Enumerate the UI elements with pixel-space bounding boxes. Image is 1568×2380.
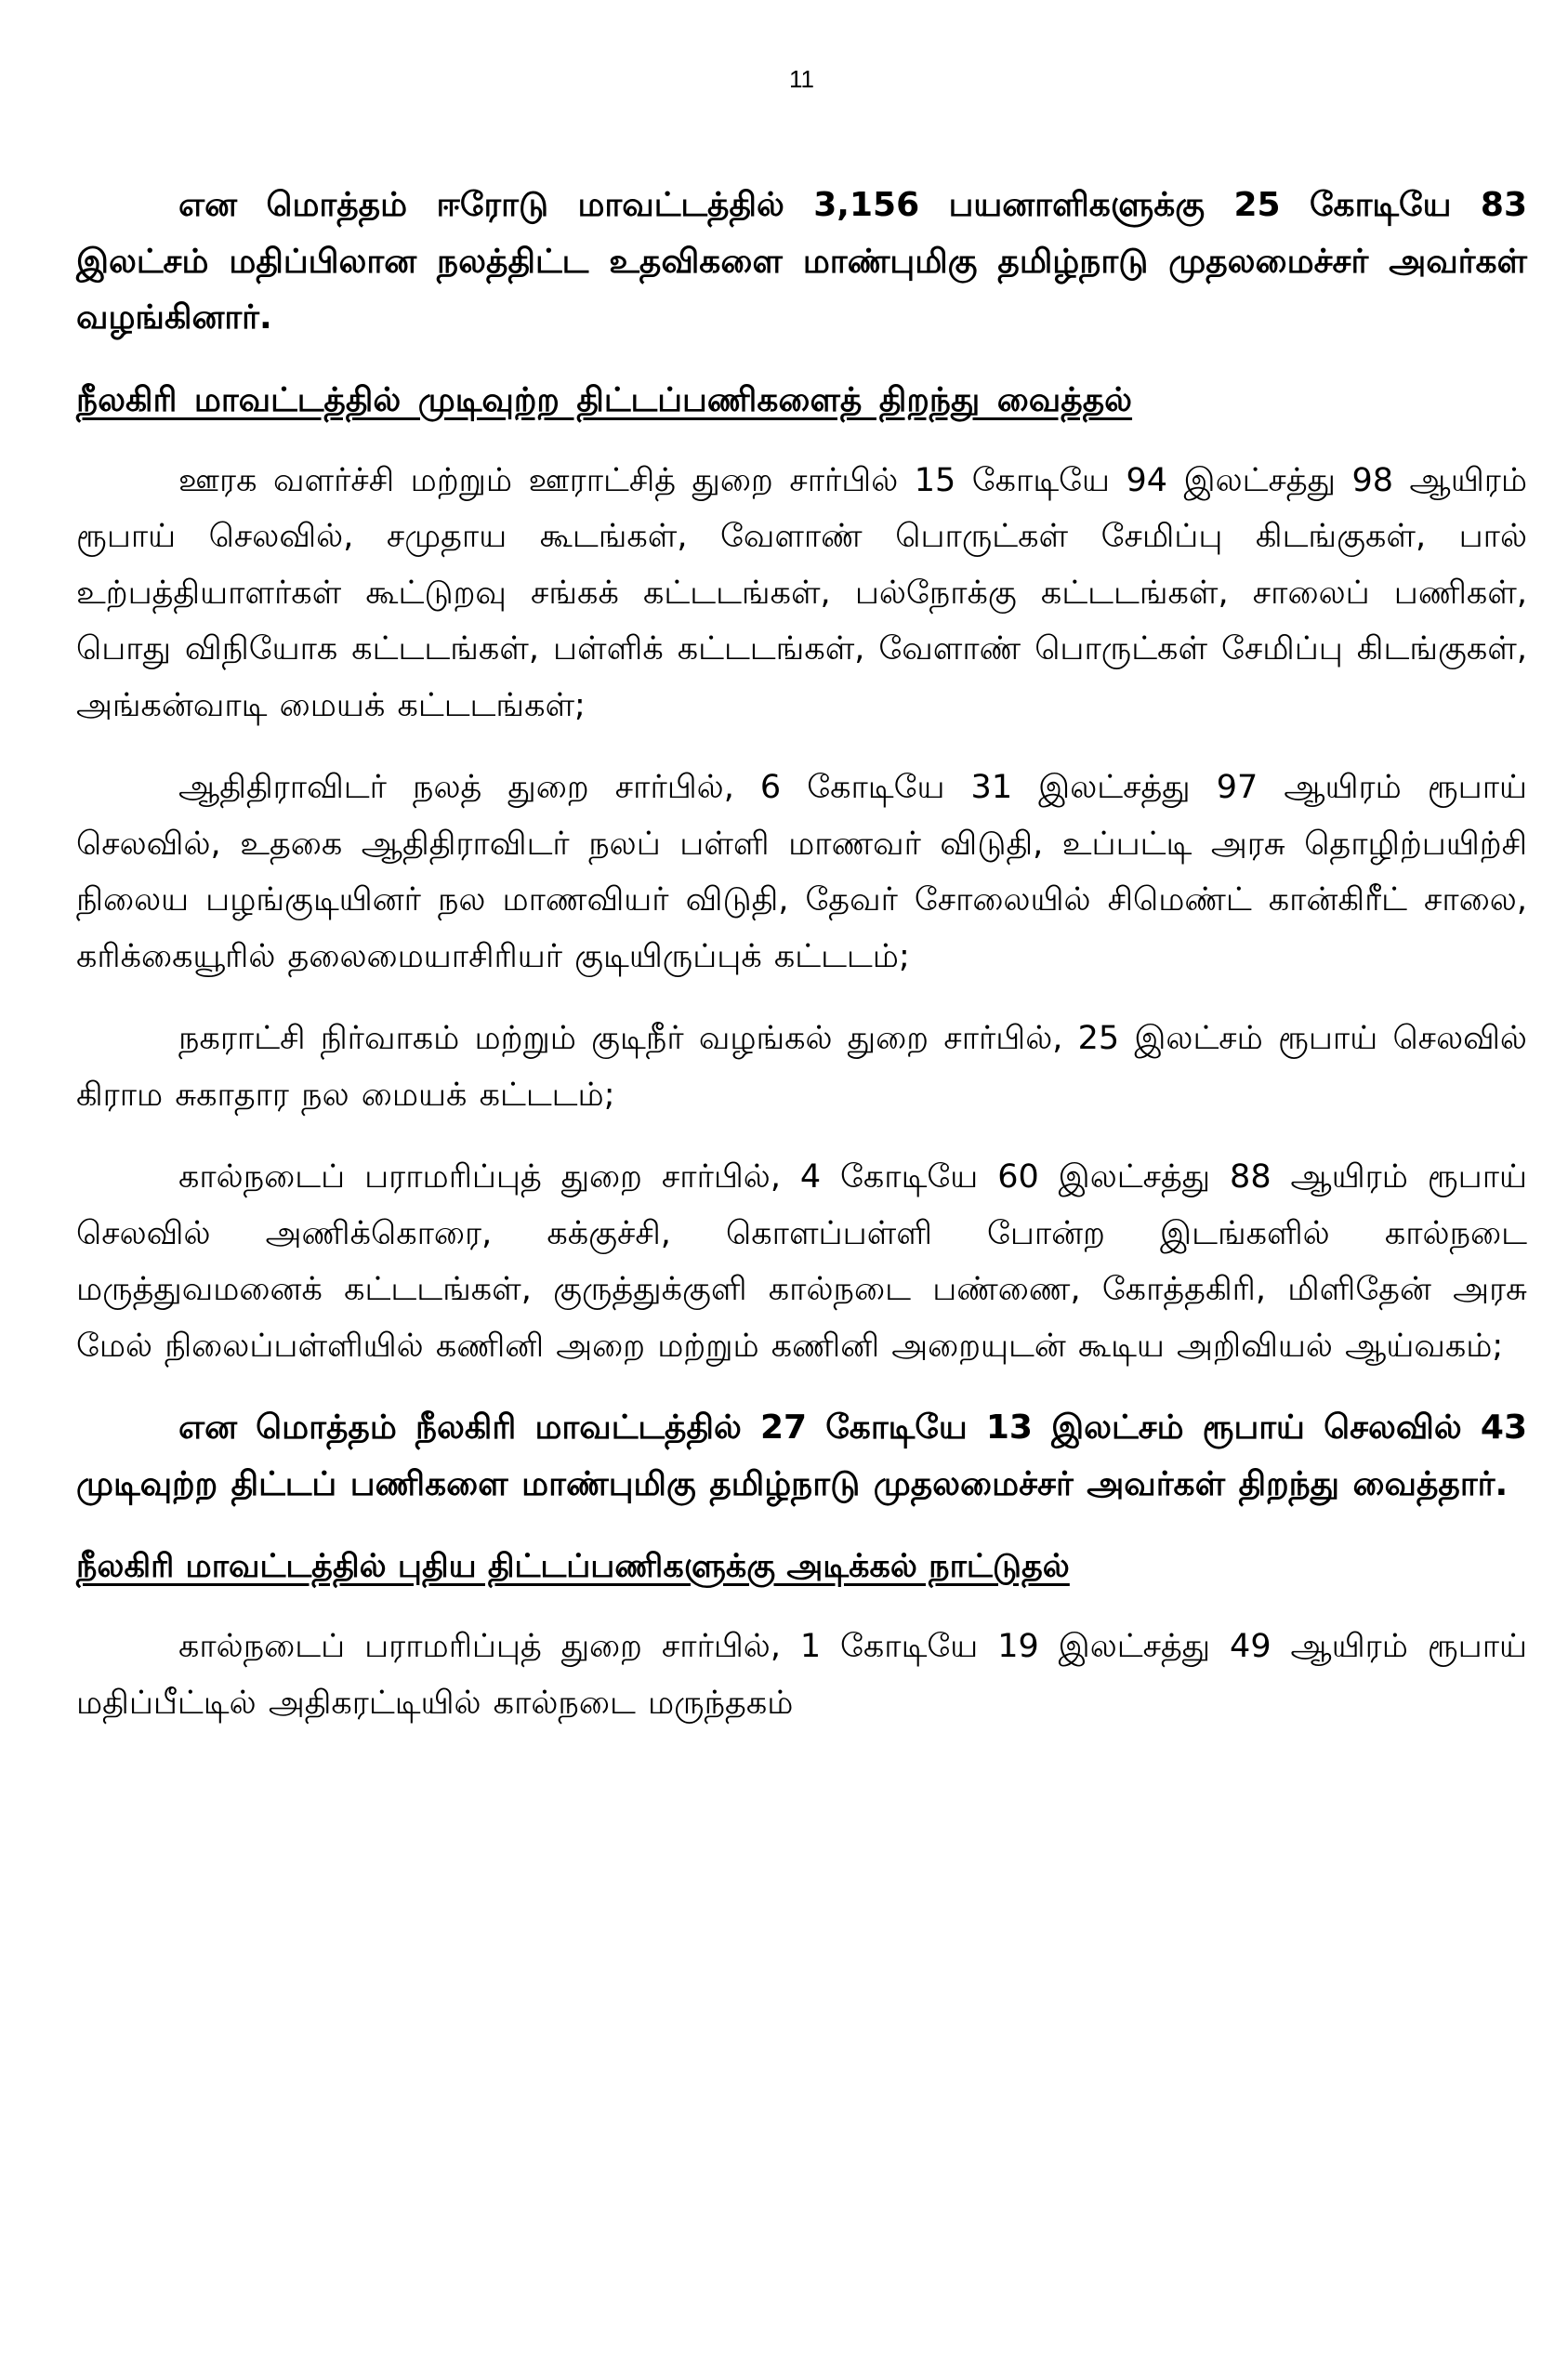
- nilgiris-total-paragraph: என மொத்தம் நீலகிரி மாவட்டத்தில் 27 கோடியே 13 இலட்சம் ரூபாய் செலவில் 43 முடிவுற்ற திட்டப் பணிகளை மாண்புமிகு தமிழ்நாடு முதலமைச்சர் அவர்கள் திறந்து வைத்தார்.: [76, 1408, 1527, 1503]
- section-heading-completed-projects: நீலகிரி மாவட்டத்தில் முடிவுற்ற திட்டப்பணிகளைத் திறந்து வைத்தல்: [76, 380, 1133, 419]
- page-number: 11: [789, 65, 814, 93]
- municipal-administration-paragraph: நகராட்சி நிர்வாகம் மற்றும் குடிநீர் வழங்கல் துறை சார்பில், 25 இலட்சம் ரூபாய் செலவில் கிராம சுகாதார நல மையக் கட்டடம்;: [76, 1020, 1527, 1114]
- new-animal-husbandry-paragraph: கால்நடைப் பராமரிப்புத் துறை சார்பில், 1 கோடியே 19 இலட்சத்து 49 ஆயிரம் ரூபாய் மதிப்பீட்டில் அதிகரட்டியில் கால்நடை மருந்தகம்: [76, 1628, 1527, 1722]
- erode-total-paragraph: என மொத்தம் ஈரோடு மாவட்டத்தில் 3,156 பயனாளிகளுக்கு 25 கோடியே 83 இலட்சம் மதிப்பிலான நலத்திட்ட உதவிகளை மாண்புமிகு தமிழ்நாடு முதலமைச்சர் அவர்கள் வழங்கினார்.: [76, 186, 1527, 337]
- rural-development-paragraph: ஊரக வளர்ச்சி மற்றும் ஊராட்சித் துறை சார்பில் 15 கோடியே 94 இலட்சத்து 98 ஆயிரம் ரூபாய் செலவில், சமுதாய கூடங்கள், வேளாண் பொருட்கள் சேமிப்பு கிடங்குகள், பால் உற்பத்தியாளர்கள் கூட்டுறவு சங்கக் கட்டடங்கள், பல்நோக்கு கட்டடங்கள், சாலைப் பணிகள், பொது விநியோக கட்டடங்கள், பள்ளிக் கட்டடங்கள், வேளாண் பொருட்கள் சேமிப்பு கிடங்குகள், அங்கன்வாடி மையக் கட்டடங்கள்;: [76, 461, 1527, 724]
- animal-husbandry-paragraph: கால்நடைப் பராமரிப்புத் துறை சார்பில், 4 கோடியே 60 இலட்சத்து 88 ஆயிரம் ரூபாய் செலவில் அணிக்கொரை, கக்குச்சி, கொளப்பள்ளி போன்ற இடங்களில் கால்நடை மருத்துவமனைக் கட்டடங்கள், குருத்துக்குளி கால்நடை பண்ணை, கோத்தகிரி, மிளிதேன் அரசு மேல் நிலைப்பள்ளியில் கணினி அறை மற்றும் கணினி அறையுடன் கூடிய அறிவியல் ஆய்வகம்;: [76, 1158, 1527, 1365]
- section-heading-foundation-stones: நீலகிரி மாவட்டத்தில் புதிய திட்டப்பணிகளுக்கு அடிக்கல் நாட்டுதல்: [76, 1548, 1070, 1585]
- adi-dravidar-welfare-paragraph: ஆதிதிராவிடர் நலத் துறை சார்பில், 6 கோடியே 31 இலட்சத்து 97 ஆயிரம் ரூபாய் செலவில், உதகை ஆதிதிராவிடர் நலப் பள்ளி மாணவர் விடுதி, உப்பட்டி அரசு தொழிற்பயிற்சி நிலைய பழங்குடியினர் நல மாணவியர் விடுதி, தேவர் சோலையில் சிமெண்ட் கான்கிரீட் சாலை, கரிக்கையூரில் தலைமையாசிரியர் குடியிருப்புக் கட்டடம்;: [76, 769, 1527, 975]
